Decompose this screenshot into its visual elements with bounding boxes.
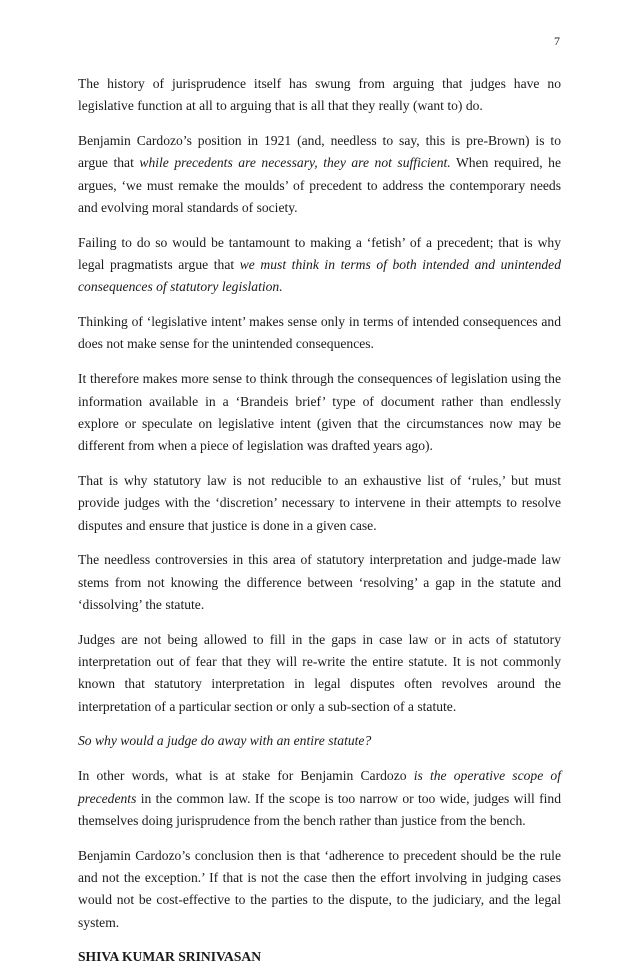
paragraph-controversies: The needless controversies in this area of statutory interpretation and judge-made law stems from not knowing the difference between ‘resolving’ a gap in the statute and ‘dissolving’ the statute. bbox=[78, 552, 561, 612]
paragraph-statutory-law: That is why statutory law is not reducible to an exhaustive list of ‘rules,’ but must provide judges with the ‘discretion’ necessary to intervene in their attempts to resolve disputes and ensure that justice is done in a given case. bbox=[78, 472, 561, 533]
italic-emphasis: is the operative scope of precedents bbox=[78, 768, 561, 806]
paragraph-text: Failing to do so would be tantamount to making a ‘fetish’ of a precedent; that is why legal pragmatists argue that bbox=[78, 234, 561, 273]
paragraph-question bbox=[78, 730, 561, 752]
italic-question: So why would a judge do away with an entire statute? bbox=[78, 733, 372, 749]
paragraph-brandeis-brief: It therefore makes more sense to think through the consequences of legislation using the information available in a ‘Brandeis brief’ type of document rather than endlessly explore or speculate on legislative intent (given that the circumstances now may be different from when a piece of legislation was drafted years ago). bbox=[78, 371, 561, 454]
paragraph-text: in the common law. If the scope is too narrow or too wide, judges will find themselves doing jurisprudence from the bench rather than justice from the bench. bbox=[78, 790, 561, 828]
paragraph-conclusion: Benjamin Cardozo’s conclusion then is that ‘adherence to precedent should be the rule and not the exception.’ If that is not the case then the effort involving in judging cases would not be cost-effective to the parties to the dispute, to the judiciary, and the legal system. bbox=[78, 847, 561, 930]
author-signature: SHIVA KUMAR SRINIVASAN bbox=[78, 949, 262, 965]
paragraph-cardozo-position bbox=[78, 130, 561, 219]
page-number: 7 bbox=[554, 34, 560, 48]
italic-emphasis: we must think in terms of both intended and unintended consequences of statutory legislation. bbox=[78, 257, 562, 295]
paragraph-text: When required, he argues, ‘we must remake the moulds’ of precedent to address the contemporary needs and evolving moral standards of society. bbox=[78, 155, 561, 215]
paragraph-gaps: Judges are not being allowed to fill in the gaps in case law or in acts of statutory interpretation out of fear that they will re-write the entire statute. It is not commonly known that statutory interpretation in legal disputes often revolves around the interpretation of a particular section or only a sub-section of a statute. bbox=[78, 631, 561, 714]
paragraph-fetish bbox=[78, 232, 561, 299]
paragraph-text: In other words, what is at stake for Benjamin Cardozo bbox=[78, 768, 414, 784]
paragraph-text: Benjamin Cardozo’s position in 1921 (and, needless to say, this is pre-Brown) is to argue that bbox=[78, 133, 561, 171]
italic-emphasis: while precedents are necessary, they are not sufficient. bbox=[139, 155, 451, 171]
paragraph-legislative-intent: Thinking of ‘legislative intent’ makes sense only in terms of intended consequences and does not make sense for the unintended consequences. bbox=[78, 314, 561, 352]
paragraph-operative-scope bbox=[78, 765, 561, 832]
paragraph-history: The history of jurisprudence itself has swung from arguing that judges have no legislative function at all to arguing that is all that they really (want to) do. bbox=[78, 76, 561, 114]
document-body bbox=[78, 73, 561, 968]
